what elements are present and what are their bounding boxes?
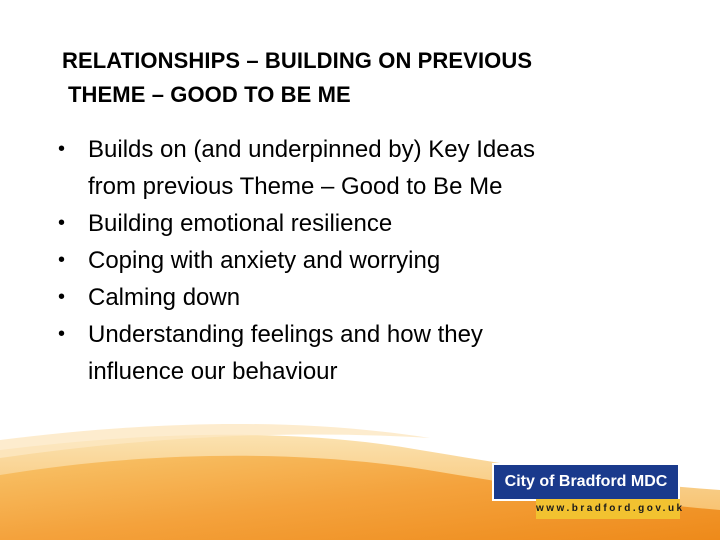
bullet-dot-icon: • <box>58 323 66 345</box>
bullet-text-line: influence our behaviour <box>88 358 338 385</box>
slide-title <box>62 44 682 112</box>
slide-title-line-1: RELATIONSHIPS – BUILDING ON PREVIOUS <box>62 48 533 73</box>
logo-name-plate: City of Bradford MDC <box>492 463 680 501</box>
bullet-item-calming <box>56 279 656 316</box>
city-of-bradford-logo <box>492 463 685 519</box>
logo-url-plate: www.bradford.gov.uk <box>536 499 680 519</box>
bullet-text-line: Understanding feelings and how they <box>88 321 483 348</box>
bullet-dot-icon: • <box>58 249 66 271</box>
bullet-list <box>56 131 656 390</box>
bullet-dot-icon: • <box>58 212 66 234</box>
bullet-text-line: from previous Theme – Good to Be Me <box>88 173 503 200</box>
bullet-text-line: Calming down <box>88 284 241 311</box>
bullet-text-line: Coping with anxiety and worrying <box>88 247 441 274</box>
bullet-item-key-ideas <box>56 131 656 205</box>
bullet-dot-icon: • <box>58 286 66 308</box>
bullet-item-anxiety <box>56 242 656 279</box>
bullet-dot-icon: • <box>58 138 66 160</box>
bullet-item-feelings <box>56 316 656 390</box>
bullet-item-resilience <box>56 205 656 242</box>
slide-title-line-2: THEME – GOOD TO BE ME <box>68 82 351 107</box>
bullet-text-line: Builds on (and underpinned by) Key Ideas <box>88 136 535 163</box>
bullet-text-line: Building emotional resilience <box>88 210 393 237</box>
